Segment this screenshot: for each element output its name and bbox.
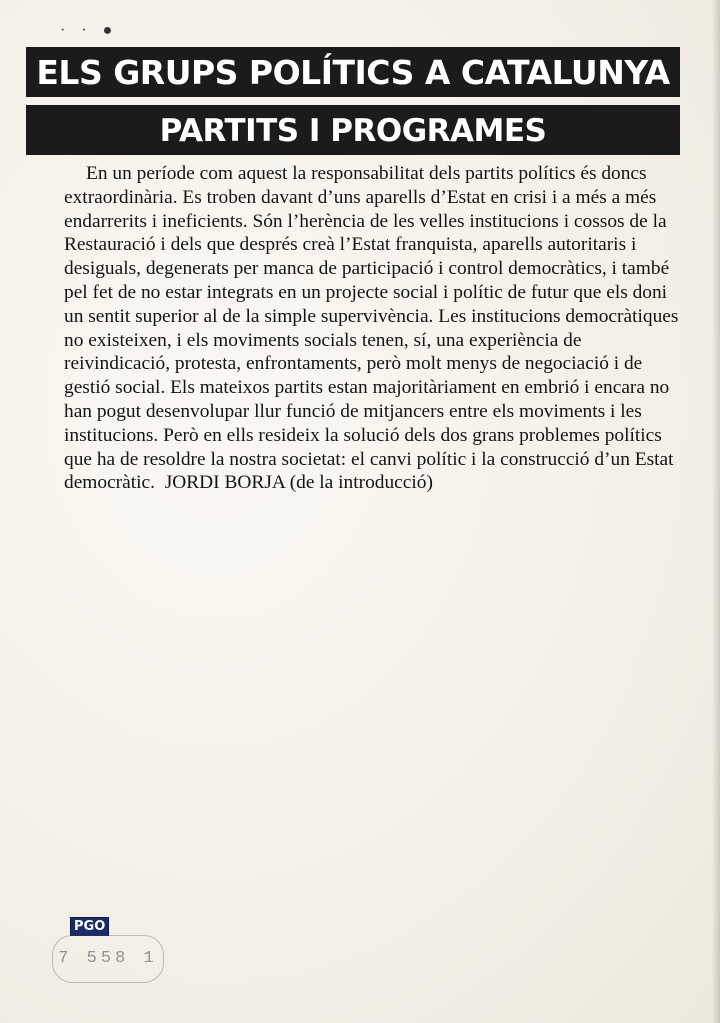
blurb-text: En un període com aquest la responsabilitat dels partits polítics és doncs extraordinària. Es troben davant d’uns aparells d’Estat en crisi i a més a més endarrerits i ineficients. Són l’herència de les velles institucions i cossos de la Restauració i dels que després creà l’Estat franquista, aparells autoritaris i desiguals, degenerats per manca de participació i control democràtics, i també pel fet de no estar integrats en un projecte social i polític de futur que els doni un sentit superior al de la simple supervivència. Les institucions democràtiques no existeixen, i els moviments socials tenen, sí, una experiència de reivindicació, protesta, enfrontaments, però molt menys de negociació i de gestió social. Els mateixos partits estan majoritàriament en embrió i encara no han pogut desenvolupar llur funció de mitjancers entre els moviments i les institucions. Però en ells resideix la solució dels dos grans problemes polítics que ha de resoldre la nostra societat: el canvi polític i la construcció d’un Estat democràtic. (64, 163, 679, 494)
pgo-badge: PGO (70, 917, 109, 936)
blurb-paragraph (64, 162, 684, 495)
print-speckles: · · ● (60, 22, 119, 39)
stamp-code: 7 558 1 (52, 935, 164, 983)
title-banner (26, 47, 680, 97)
page-edge-shadow (712, 0, 720, 1023)
book-title: ELS GRUPS POLÍTICS A CATALUNYA (36, 53, 670, 92)
subtitle-banner (26, 105, 680, 155)
library-stamp (58, 917, 158, 968)
author-name: JORDI BORJA (164, 472, 285, 494)
book-subtitle: PARTITS I PROGRAMES (159, 113, 547, 149)
source-note: (de la introducció) (289, 472, 433, 494)
